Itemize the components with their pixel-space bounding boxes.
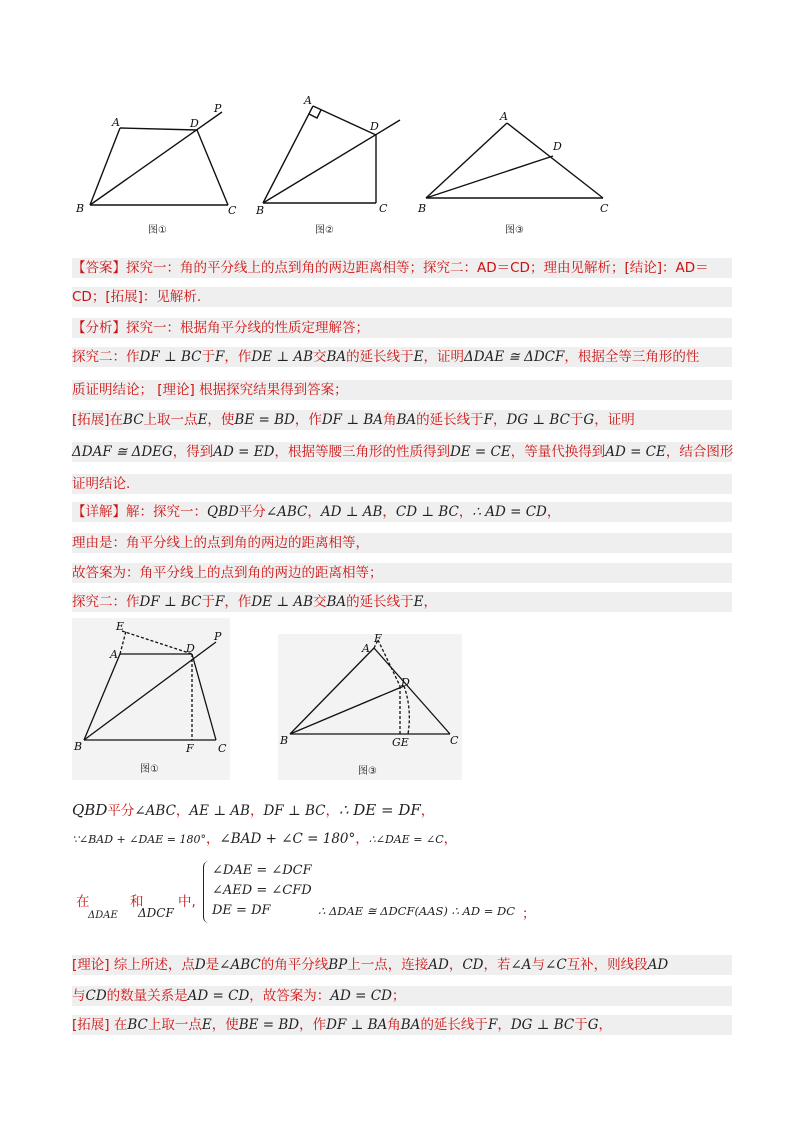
t: 的延长线于: [420, 1017, 488, 1033]
t: 交: [313, 594, 327, 610]
m: E: [413, 594, 424, 610]
m: DF ⊥ BA: [326, 1017, 388, 1033]
t: 是: [205, 957, 220, 973]
t: 【详解】解：探究一：: [72, 504, 207, 520]
fig1-label-a: A: [112, 116, 120, 129]
detail-line-4: [72, 592, 732, 612]
fig2-label-c: C: [379, 202, 388, 215]
fig1-label-d: D: [190, 117, 199, 130]
system-line-1: ∠DAE = ∠DCF: [212, 863, 312, 878]
t: ，: [598, 1017, 612, 1033]
analysis-line-3: 质证明结论； [理论] 根据探究结果得到答案；: [72, 380, 732, 400]
m: BP: [328, 957, 348, 973]
equation-system: [203, 861, 314, 923]
mid1-caption: 图①: [140, 764, 159, 775]
m: AD = ED: [213, 444, 275, 460]
m: DE ⊥ AB: [251, 594, 313, 610]
t: ，: [423, 594, 438, 610]
t: ，: [448, 957, 463, 973]
mid3-label-ge: GE: [392, 736, 409, 749]
t: 上取一点: [147, 1017, 202, 1033]
t: 平分: [107, 803, 135, 819]
t: ，: [206, 831, 220, 847]
in-word-a: 在: [76, 894, 90, 910]
mid3-label-a: A: [362, 642, 370, 655]
mid1-label-b: B: [74, 740, 83, 753]
m: ΔDAE ≅ ΔDCF: [464, 349, 565, 365]
triangle-dcf: ΔDCF: [138, 906, 174, 920]
t: 与: [72, 988, 86, 1004]
analysis-line-2: [72, 347, 732, 367]
t: ，: [546, 504, 561, 520]
t: ，: [175, 803, 190, 819]
conclusion-end: ；: [522, 906, 536, 922]
fig3-label-d: D: [553, 140, 562, 153]
mid1-label-p: P: [214, 630, 222, 643]
m: AD = CD: [187, 988, 250, 1004]
m: DF ⊥ BA: [321, 412, 383, 428]
t: ，等量代换得到: [510, 444, 606, 460]
m: BE = BD: [238, 1017, 300, 1033]
fig2-label-d: D: [370, 120, 379, 133]
fig3-label-a: A: [500, 110, 508, 123]
fig2-label-a: A: [304, 94, 312, 107]
t: 角: [382, 412, 397, 428]
m: ∴∠DAE = ∠C: [368, 833, 444, 846]
t: ，根据等腰三角形的性质得到: [274, 444, 450, 460]
m: ∴ DE = DF: [338, 801, 421, 819]
m: ∠C: [545, 957, 567, 973]
t: 互补，则线段: [566, 957, 648, 973]
mid1-label-a: A: [110, 648, 118, 661]
t: 平分: [238, 504, 266, 520]
t: 的延长线于: [416, 412, 484, 428]
m: CD: [462, 957, 484, 973]
m: DF ⊥ BC: [139, 349, 202, 365]
t: ，: [249, 803, 264, 819]
figures-top: [60, 90, 640, 240]
m: BA: [400, 1017, 421, 1033]
t: 于: [574, 1017, 588, 1033]
m: AD: [647, 957, 669, 973]
m: G: [587, 1017, 599, 1033]
t: 于: [201, 594, 215, 610]
t: 的数量关系是: [106, 988, 188, 1004]
analysis-line-4: [72, 410, 732, 430]
m: AE ⊥ AB: [189, 803, 250, 819]
m: DF ⊥ BC: [263, 803, 326, 819]
analysis-line-5: [72, 442, 732, 462]
m: D: [194, 957, 206, 973]
fig3-label-c: C: [600, 202, 609, 215]
t: ，: [458, 504, 473, 520]
analysis-line-1: 【分析】探究一：根据角平分线的性质定理解答；: [72, 318, 732, 338]
triangle-dae: ΔDAE: [88, 910, 118, 921]
m: AD = CD: [330, 988, 392, 1004]
mid3-label-c: C: [450, 734, 459, 747]
t: ，使: [207, 412, 235, 428]
m: CD: [85, 988, 107, 1004]
m: BA: [396, 412, 417, 428]
m: DG ⊥ BC: [506, 412, 570, 428]
detail-line-1: [72, 502, 732, 522]
m: AD ⊥ AB: [320, 504, 383, 520]
t: ，得到: [172, 444, 214, 460]
t: ，: [420, 803, 435, 819]
fig1-label-c: C: [228, 204, 237, 217]
m: BE = BD: [234, 412, 295, 428]
fig1-label-b: B: [76, 202, 85, 215]
m: BC: [123, 412, 144, 428]
m: G: [583, 412, 595, 428]
t: ，根据全等三角形的性: [564, 349, 700, 365]
m: E: [201, 1017, 212, 1033]
m: F: [483, 412, 494, 428]
proof-line-1: [72, 800, 732, 821]
mid3-caption: 图③: [358, 766, 377, 777]
t: 于: [569, 412, 584, 428]
t: ，: [307, 504, 321, 520]
t: ，: [325, 803, 339, 819]
figure-3: [426, 123, 603, 198]
t: ，证明: [594, 412, 635, 428]
m: BA: [326, 594, 347, 610]
m: BC: [127, 1017, 148, 1033]
mid3-label-d: D: [401, 676, 410, 689]
t: 的延长线于: [346, 349, 414, 365]
mid3-label-b: B: [280, 734, 289, 747]
t: [拓展] 在: [72, 1017, 128, 1033]
t: ，作: [224, 349, 252, 365]
mid1-label-f: F: [186, 742, 194, 755]
t: 角: [387, 1017, 401, 1033]
proof-line-2: [72, 829, 732, 850]
conclusion: ∴ ΔDAE ≅ ΔDCF(AAS) ∴ AD = DC: [318, 904, 516, 918]
t: ，证明: [423, 349, 465, 365]
fig1-caption: 图①: [148, 225, 167, 236]
m: DE ⊥ AB: [251, 349, 313, 365]
t: ；: [391, 988, 406, 1004]
m: ∠ABC: [134, 803, 176, 819]
m: ∠ABC: [219, 957, 261, 973]
m: AD = CE: [605, 444, 666, 460]
mid1-label-c: C: [218, 742, 227, 755]
t: 探究二：作: [72, 349, 140, 365]
theory-line-2: [72, 986, 732, 1006]
fig1-label-p: P: [214, 102, 222, 115]
figure-mid-3: [278, 634, 462, 780]
t: 的延长线于: [346, 594, 414, 610]
t: ，使: [211, 1017, 239, 1033]
m: CD ⊥ BC: [395, 504, 459, 520]
m: F: [214, 349, 225, 365]
system-line-3: DE = DF: [212, 903, 271, 918]
mid3-label-f: F: [374, 634, 382, 645]
fig3-label-b: B: [418, 202, 427, 215]
t: 的角平分线: [260, 957, 329, 973]
t: 于: [201, 349, 215, 365]
t: 上取一点: [143, 412, 198, 428]
figure-1: [90, 112, 228, 205]
t: 交: [313, 349, 327, 365]
figure-2: [263, 106, 400, 203]
in-word-c: 中,: [178, 894, 196, 910]
t: ，作: [294, 412, 322, 428]
fig2-label-b: B: [256, 204, 265, 217]
extension-line: [72, 1015, 732, 1035]
m: ∵∠BAD + ∠DAE = 180°: [72, 833, 206, 846]
m: ∴ AD = CD: [472, 504, 547, 520]
m: QBD: [207, 504, 239, 520]
m: BA: [326, 349, 347, 365]
t: 上一点，连接: [347, 957, 429, 973]
m: E: [197, 412, 208, 428]
t: ，: [497, 1017, 511, 1033]
detail-line-3: 故答案为：角平分线上的点到角的两边的距离相等；: [72, 563, 732, 583]
t: [理论] 综上所述，点: [72, 957, 195, 973]
m: ∠ABC: [265, 504, 308, 520]
detail-line-2: 理由是：角平分线上的点到角的两边的距离相等，: [72, 533, 732, 553]
t: ，故答案为：: [249, 988, 331, 1004]
t: ，结合图形: [665, 444, 734, 460]
t: ，: [443, 831, 458, 847]
in-word-b: 和: [130, 894, 144, 910]
mid1-label-d: D: [186, 642, 195, 655]
t: ，若: [483, 957, 511, 973]
m: AD: [428, 957, 449, 973]
analysis-line-6: 证明结论.: [72, 474, 732, 494]
fig2-caption: 图②: [315, 225, 334, 236]
fig3-caption: 图③: [505, 225, 524, 236]
system-line-2: ∠AED = ∠CFD: [212, 883, 312, 898]
m: ∠BAD + ∠C = 180°: [219, 831, 356, 847]
m: ∠A: [510, 957, 532, 973]
answer-line-2: CD；[拓展]：见解析.: [72, 287, 732, 307]
t: ，作: [224, 594, 252, 610]
m: E: [413, 349, 424, 365]
t: 与: [531, 957, 546, 973]
m: DE = CE: [449, 444, 511, 460]
m: QBD: [72, 801, 108, 819]
figure-mid-1: [72, 618, 230, 780]
m: F: [487, 1017, 498, 1033]
m: DG ⊥ BC: [510, 1017, 575, 1033]
mid1-label-e: E: [116, 620, 125, 633]
t: ，作: [299, 1017, 327, 1033]
m: F: [214, 594, 225, 610]
answer-line-1: 【答案】探究一：角的平分线上的点到角的两边距离相等；探究二：AD＝CD；理由见解析；[结论]：AD＝: [72, 258, 732, 278]
m: DF ⊥ BC: [139, 594, 202, 610]
t: ，: [382, 504, 396, 520]
m: ΔDAF ≅ ΔDEG: [72, 444, 173, 460]
t: ，: [493, 412, 507, 428]
t: 探究二：作: [72, 594, 140, 610]
t: ，: [355, 831, 369, 847]
t: [拓展]在: [72, 412, 124, 428]
theory-line-1: [72, 955, 732, 975]
